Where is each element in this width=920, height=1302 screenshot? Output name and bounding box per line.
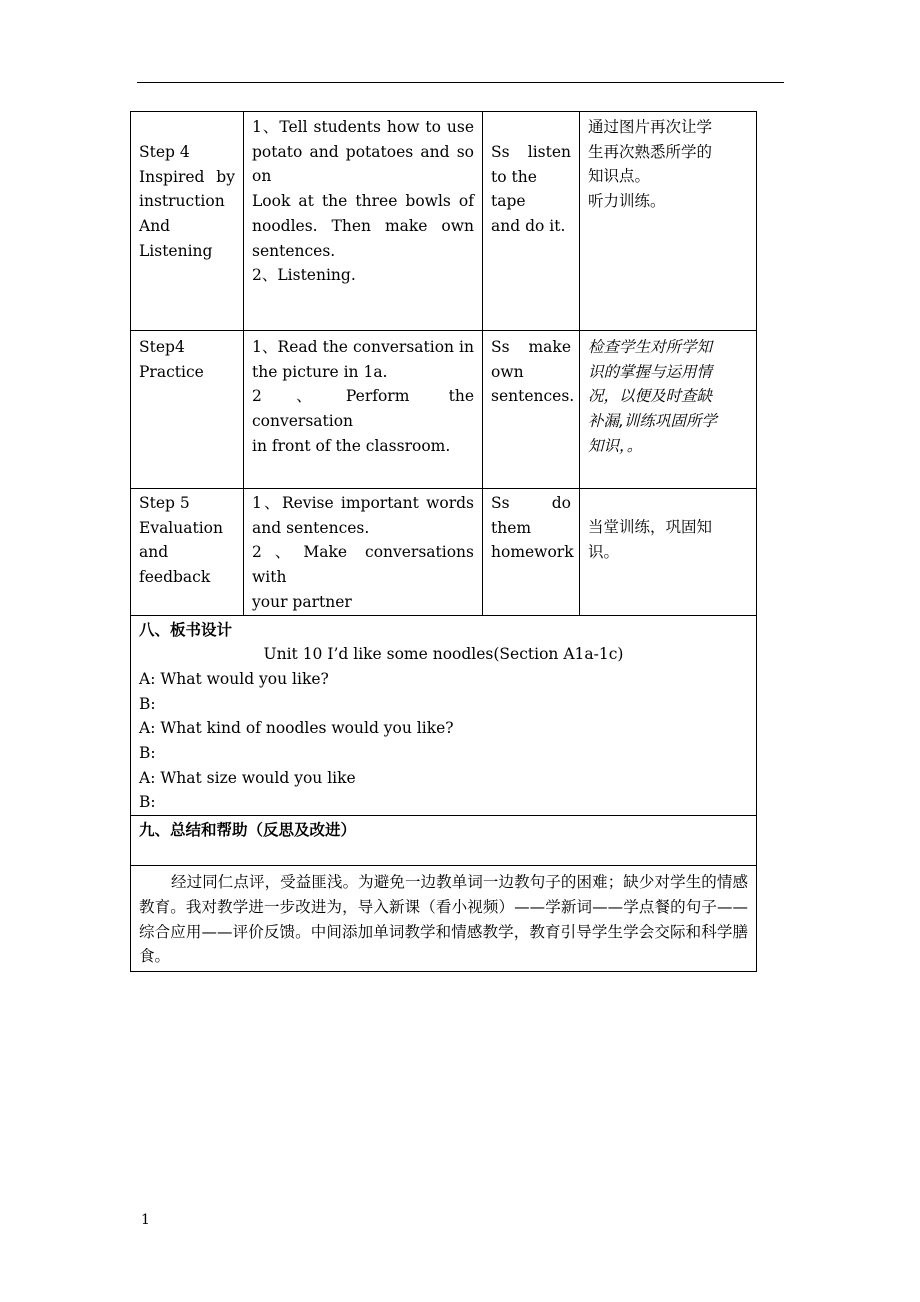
students-line: Ss make xyxy=(491,338,571,356)
activity-line: in front of the classroom. xyxy=(252,436,451,455)
table-row xyxy=(131,489,757,616)
students-line: Ss listen xyxy=(491,143,571,161)
purpose-line: 听力训练。 xyxy=(588,192,666,211)
step-line: Step 5 xyxy=(139,494,190,512)
board-line: A: What would you like? xyxy=(139,669,329,688)
activity-line: 2、Make conversations with xyxy=(252,543,474,587)
purpose-line: 生再次熟悉所学的 xyxy=(588,142,713,161)
activity-cell xyxy=(244,112,483,331)
lesson-plan-table xyxy=(130,111,757,972)
header-rule xyxy=(137,82,784,83)
activity-line: potato and potatoes and so on xyxy=(252,142,474,186)
step-line: Step4 xyxy=(139,338,185,356)
students-line: own xyxy=(491,362,524,381)
students-line: them xyxy=(491,518,532,537)
activity-line: your partner xyxy=(252,592,352,611)
purpose-line: 通过图片再次让学 xyxy=(588,118,713,136)
activity-line: 2、Listening. xyxy=(252,266,356,285)
board-design-cell xyxy=(131,615,757,816)
activity-line: Look at the three bowls of xyxy=(252,192,474,211)
purpose-line: 况，以便及时查缺 xyxy=(588,387,713,406)
step-cell xyxy=(131,489,244,616)
step-cell xyxy=(131,112,244,331)
board-line: B: xyxy=(139,694,156,713)
board-design-heading: 八、板书设计 xyxy=(139,620,233,639)
summary-heading-row xyxy=(131,816,757,866)
purpose-line: 知识点。 xyxy=(588,167,651,186)
students-line: homework xyxy=(491,543,574,562)
summary-heading: 九、总结和帮助（反思及改进） xyxy=(139,821,357,840)
activity-line: the picture in 1a. xyxy=(252,362,388,381)
activity-line: 1、Read the conversation in xyxy=(252,338,474,356)
purpose-cell xyxy=(580,489,757,616)
activity-line: sentences. xyxy=(252,241,336,260)
purpose-line: 当堂训练，巩固知 xyxy=(588,518,713,536)
summary-body-cell xyxy=(131,866,757,972)
summary-body-row xyxy=(131,866,757,972)
step-line: and xyxy=(139,543,169,562)
step-line: Practice xyxy=(139,362,204,381)
summary-heading-cell xyxy=(131,816,757,866)
students-cell xyxy=(483,112,580,331)
students-line: to the tape xyxy=(491,167,537,211)
purpose-line: 识的掌握与运用情 xyxy=(588,362,713,381)
step-line: Listening xyxy=(139,241,213,260)
students-cell xyxy=(483,331,580,489)
activity-cell xyxy=(244,331,483,489)
step-line: Inspired by xyxy=(139,167,235,186)
activity-line: and sentences. xyxy=(252,518,370,537)
students-line: sentences. xyxy=(491,387,575,406)
students-line: and do it. xyxy=(491,217,566,236)
activity-line: noodles. Then make own xyxy=(252,216,474,235)
purpose-line: 识。 xyxy=(588,542,620,561)
activity-line: 2、Perform the conversation xyxy=(252,387,474,431)
step-line: feedback xyxy=(139,568,211,587)
step-line: Step 4 xyxy=(139,143,190,161)
activity-line: 1、Revise important words xyxy=(252,494,474,512)
purpose-line: 知识，。 xyxy=(588,436,643,455)
board-line: B: xyxy=(139,744,156,763)
activity-line: 1、Tell students how to use xyxy=(252,118,474,136)
board-design-row xyxy=(131,615,757,816)
activity-cell xyxy=(244,489,483,616)
students-cell xyxy=(483,489,580,616)
board-title: Unit 10 I’d like some noodles(Section A1a-1c) xyxy=(263,645,624,664)
step-line: instruction xyxy=(139,192,225,211)
students-line: Ss do xyxy=(491,494,571,512)
step-line: Evaluation xyxy=(139,518,223,537)
purpose-line: 检查学生对所学知 xyxy=(588,338,713,356)
page-number: 1 xyxy=(141,1212,150,1228)
table-row xyxy=(131,112,757,331)
purpose-line: 补漏,训练巩固所学 xyxy=(588,412,717,431)
step-cell xyxy=(131,331,244,489)
step-line: And xyxy=(139,217,171,236)
summary-text: 经过同仁点评，受益匪浅。为避免一边教单词一边教句子的困难；缺少对学生的情感教育。我对教学进一步改进为，导入新课（看小视频）——学新词——学点餐的句子——综合应用——评价反馈。中间添加单词教学和情感教学，教育引导学生学会交际和科学膳食。 xyxy=(139,873,748,966)
purpose-cell xyxy=(580,112,757,331)
board-line: A: What kind of noodles would you like? xyxy=(139,719,454,738)
purpose-cell xyxy=(580,331,757,489)
table-row xyxy=(131,331,757,489)
board-line: B: xyxy=(139,793,156,812)
board-line: A: What size would you like xyxy=(139,768,356,787)
